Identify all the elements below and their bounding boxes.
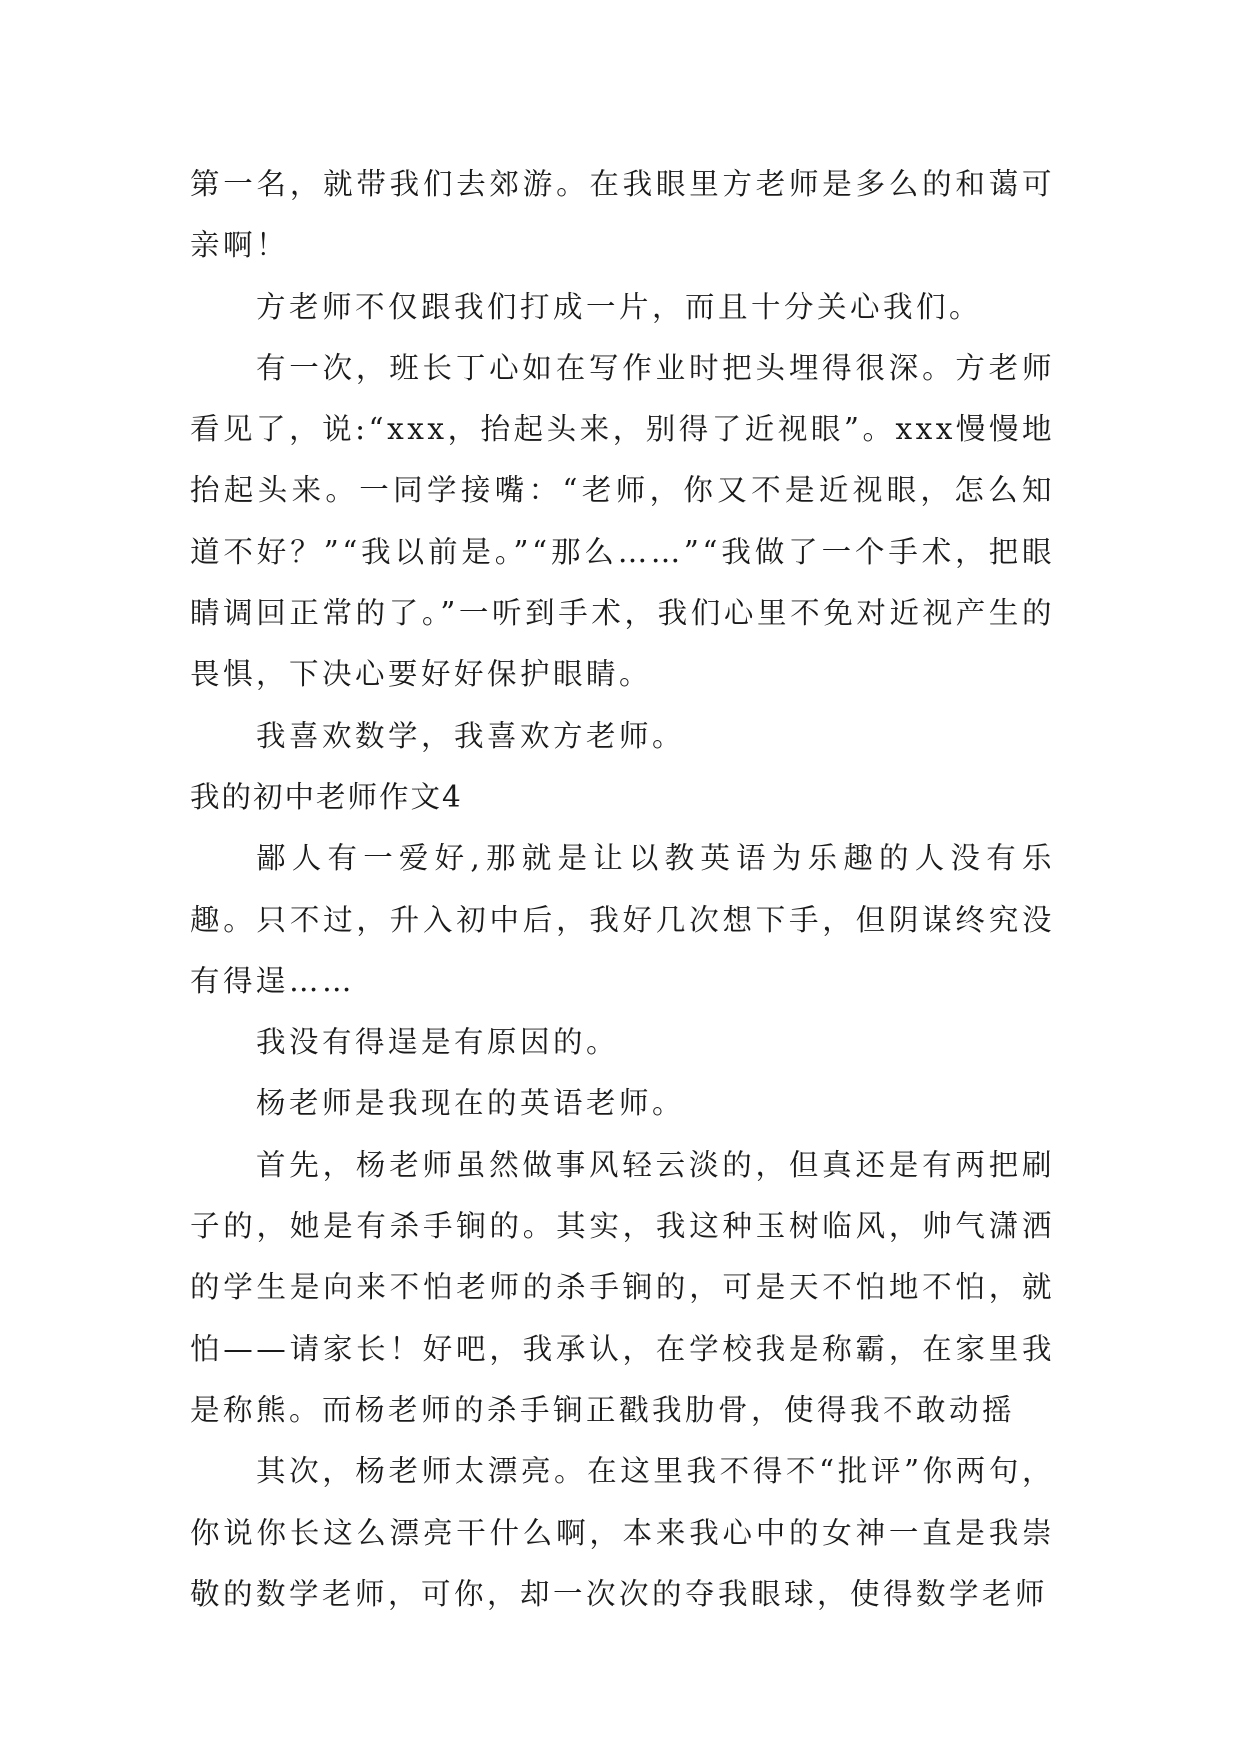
paragraph-3: 有一次，班长丁心如在写作业时把头埋得很深。方老师看见了，说:“xxx，抬起头来，别得了近视眼”。xxx慢慢地抬起头来。一同学接嘴：“老师，你又不是近视眼，怎么知道不好？”“我以前是。”“那么……”“我做了一个手术，把眼睛调回正常的了。”一听到手术，我们心里不免对近视产生的畏惧，下决心要好好保护眼睛。 [190,350,1055,692]
document-page [190,154,1055,1625]
paragraph-1: 第一名，就带我们去郊游。在我眼里方老师是多么的和蔼可亲啊！ [190,167,1055,263]
paragraph-8: 首先，杨老师虽然做事风轻云淡的，但真还是有两把刷子的，她是有杀手锏的。其实，我这种玉树临风，帅气潇洒的学生是向来不怕老师的杀手锏的，可是天不怕地不怕，就怕——请家长！好吧，我承认，在学校我是称霸，在家里我是称熊。而杨老师的杀手锏正戳我肋骨，使得我不敢动摇 [190,1147,1055,1427]
paragraph-2: 方老师不仅跟我们打成一片，而且十分关心我们。 [256,289,983,324]
paragraph-9: 其次，杨老师太漂亮。在这里我不得不“批评”你两句，你说你长这么漂亮干什么啊，本来我心中的女神一直是我崇敬的数学老师，可你，却一次次的夺我眼球，使得数学老师 [190,1454,1055,1611]
paragraph-6: 我没有得逞是有原因的。 [256,1025,620,1060]
paragraph-7: 杨老师是我现在的英语老师。 [256,1086,686,1121]
paragraph-4: 我喜欢数学，我喜欢方老师。 [256,718,686,753]
section-heading: 我的初中老师作文4 [190,779,463,814]
paragraph-5: 鄙人有一爱好,那就是让以教英语为乐趣的人没有乐趣。只不过，升入初中后，我好几次想下手，但阴谋终究没有得逞…… [190,841,1055,998]
